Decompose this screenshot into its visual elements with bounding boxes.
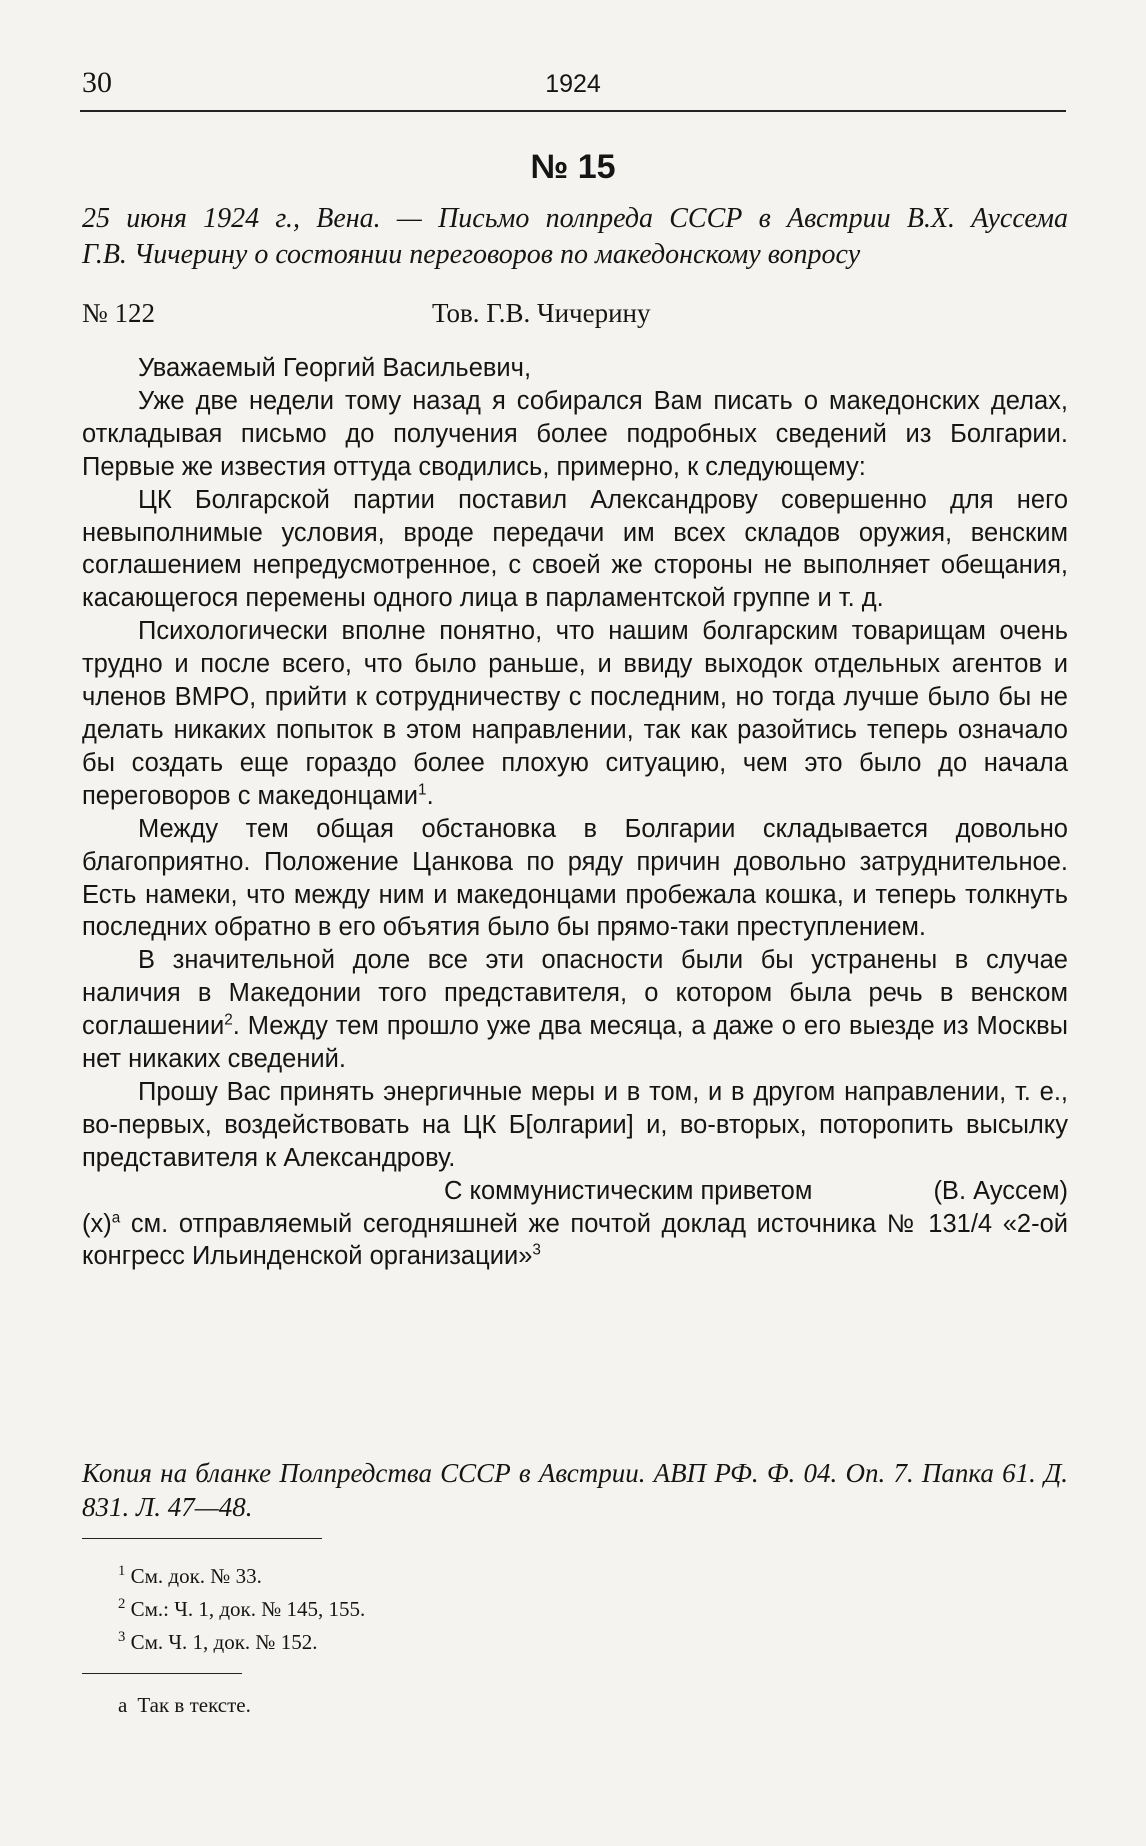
- running-year: 1924: [545, 70, 601, 98]
- paragraph-5: [82, 944, 1068, 1076]
- postscript-text: см. отправляемый сегодняшней же почтой доклад источника № 131/4 «2-ой конгресс Ильинденской организации»: [82, 1209, 1068, 1271]
- footnote-1-mark: 1: [118, 1563, 126, 1579]
- postscript-mark-ref: a: [111, 1209, 121, 1227]
- footnote-a-text: Так в тексте.: [137, 1693, 251, 1717]
- paragraph-4: Между тем общая обстановка в Болгарии складывается довольно благоприятно. Положение Цанкова по ряду причин довольно затруднительное. Есть намеки, что между ним и македонцами пробежала кошка, и теперь толкнуть последних обратно в его объятия было бы прямо-таки преступлением.: [82, 814, 1068, 942]
- letter-body: [82, 352, 1068, 1273]
- footnote-a: [118, 1693, 251, 1718]
- postscript: [82, 1208, 1068, 1274]
- paragraph-3-text: Психологически вполне понятно, что нашим болгарским товарищам очень трудно и после всего, что было раньше, и ввиду выходок отдельных агентов и членов ВМРО, прийти к сотрудничеству с последним, но тогда лучше было бы не делать никаких попыток в этом направлении, так как разойтись теперь означало бы создать еще гораздо более плохую ситуацию, чем это было до начала переговоров с македонцами: [82, 617, 1068, 810]
- letter-number: № 122: [82, 298, 156, 328]
- footnote-a-mark: а: [118, 1693, 128, 1717]
- header-rule: [80, 110, 1066, 112]
- paragraph-3: Психологически вполне понятно, что нашим болгарским товарищам очень трудно и после всего, что было раньше, и ввиду выходок отдельных агентов и членов ВМРО, прийти к сотрудничеству с последним, но тогда лучше было бы не делать никаких попыток в этом направлении, так как разойтись теперь означало бы создать еще гораздо более плохую ситуацию, чем это было до начала переговоров с македонцами$^1$.: [82, 617, 1068, 810]
- footnote-1: [118, 1560, 365, 1593]
- footnote-3-text: См. Ч. 1, док. № 152.: [130, 1630, 318, 1654]
- closing-line: [82, 1175, 1068, 1208]
- document-number: № 15: [530, 148, 616, 186]
- footnote-ref-2: 2: [224, 1011, 233, 1029]
- footnote-rule: [82, 1538, 322, 1539]
- footnote-3-mark: 3: [118, 1629, 126, 1645]
- footnote-1-text: См. док. № 33.: [130, 1564, 262, 1588]
- footnote-2-text: См.: Ч. 1, док. № 145, 155.: [130, 1597, 366, 1621]
- footnote-ref-1: 1: [418, 781, 427, 799]
- paragraph-2: ЦК Болгарской партии поставил Александрову совершенно для него невыполнимые условия, вроде передачи им всех складов оружия, венским соглашением непредусмотренное, с своей же стороны не выполняет обещания, касающегося перемены одного лица в парламентской группе и т. д.: [82, 485, 1068, 613]
- closing: С коммунистическим приветом: [444, 1176, 813, 1205]
- footnote-ref-3: 3: [532, 1241, 541, 1259]
- document-heading: [82, 201, 1068, 273]
- archival-source: Копия на бланке Полпредства СССР в Австрии. АВП РФ. Ф. 04. Оп. 7. Папка 61. Д. 831. Л. 47—48.: [82, 1458, 1068, 1522]
- running-head: [82, 66, 1064, 106]
- footnote-2: [118, 1593, 365, 1626]
- footnote-rule-2: [82, 1673, 242, 1674]
- paragraph-5-text-a: В значительной доле все эти опасности были бы устранены в случае наличия в Македонии того представителя, о котором была речь в венском соглашении: [82, 946, 1068, 1041]
- postscript-mark: (х): [82, 1209, 112, 1238]
- salutation: Уважаемый Георгий Васильевич,: [138, 354, 532, 382]
- heading-line-1: 25 июня 1924 г., Вена. — Письмо полпреда СССР в Австрии В.Х. Ауссема: [82, 203, 1068, 234]
- heading-line-2: Г.В. Чичерину о состоянии переговоров по македонскому вопросу: [82, 239, 861, 270]
- paragraph-1: Уже две недели тому назад я собирался Вам писать о македонских делах, откладывая письмо до получения более подробных сведений из Болгарии. Первые же известия оттуда сводились, примерно, к следующему:: [82, 386, 1068, 481]
- footnote-2-mark: 2: [118, 1596, 126, 1612]
- footnote-3: [118, 1626, 365, 1659]
- letter-meta: [82, 298, 1068, 338]
- footnotes: [118, 1560, 365, 1659]
- paragraph-6: Прошу Вас принять энергичные меры и в том, и в другом направлении, т. е., во-первых, воздействовать на ЦК Б[олгарии] и, во-вторых, поторопить высылку представителя к Александрову.: [82, 1077, 1068, 1172]
- paragraph-5-text-b: . Между тем прошло уже два месяца, а даже о его выезде из Москвы нет никаких сведений.: [82, 1012, 1068, 1074]
- signature: (В. Ауссем): [933, 1176, 1068, 1205]
- addressee: Тов. Г.В. Чичерину: [432, 298, 651, 328]
- page-number: 30: [82, 66, 112, 99]
